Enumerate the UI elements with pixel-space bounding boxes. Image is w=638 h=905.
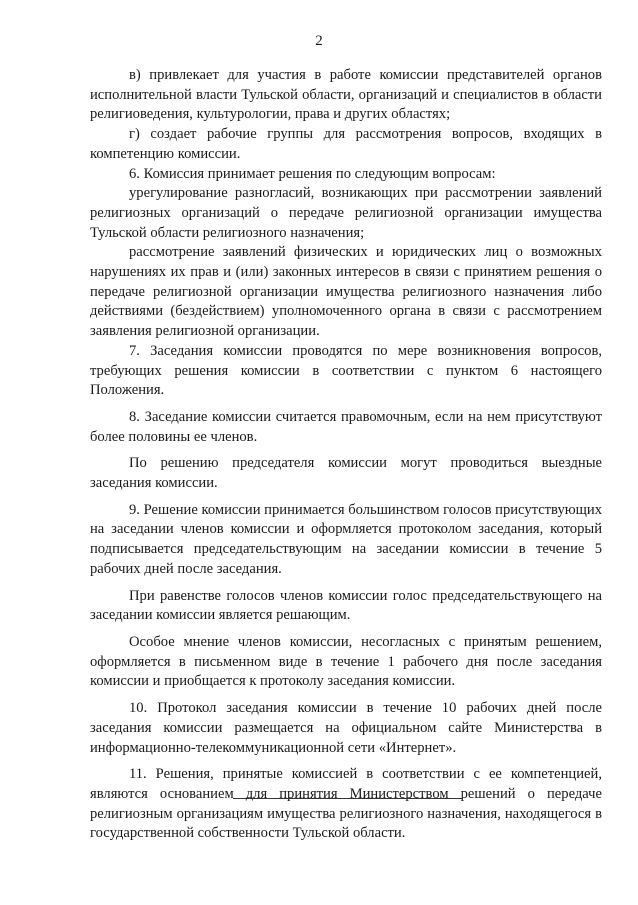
paragraph-9-dissent: Особое мнение членов комиссии, несогласных с принятым решением, оформляется в письменном виде в течение 1 рабочего дня после заседания комиссии и приобщается к протоколу заседания комиссии. [90, 633, 602, 690]
paragraph-8: 8. Заседание комиссии считается правомочным, если на нем присутствуют более половины ее членов. [90, 408, 602, 445]
end-divider [233, 798, 463, 799]
paragraph-9: 9. Решение комиссии принимается большинством голосов присутствующих на заседании членов комиссии и оформляется протоколом заседания, который подписывается председательствующим на заседании комиссии в течение 5 рабочих дней после заседания. [90, 501, 602, 577]
paragraph-10: 10. Протокол заседания комиссии в течение 10 рабочих дней после заседания комиссии размещается на официальном сайте Министерства в информационно-телекоммуникационной сети «Интернет». [90, 700, 602, 756]
paragraph-6-item-2: рассмотрение заявлений физических и юридических лиц о возможных нарушениях их прав и (или) законных интересов в связи с принятием решения о передаче религиозной организации имущества религиозного назначения либо действиями (бездействием) уполномоченного органа в связи с рассмотрением заявления религиозной организации. [90, 244, 602, 340]
page-number: 2 [315, 33, 323, 49]
paragraph-8-offsite: По решению председателя комиссии могут проводиться выездные заседания комиссии. [90, 455, 602, 492]
document-body [90, 66, 602, 844]
paragraph-6: 6. Комиссия принимает решения по следующим вопросам: [129, 165, 496, 182]
paragraph-7: 7. Заседания комиссии проводятся по мере возникновения вопросов, требующих решения комиссии в соответствии с пунктом 6 настоящего Положения. [90, 342, 602, 399]
paragraph-11: 11. Решения, принятые комиссией в соответствии с ее компетенцией, являются основанием для принятия Министерством решений о передаче религиозным организациям имущества религиозного назначения, находящегося в государственной собственности Тульской области. [90, 766, 602, 842]
paragraph-3v: в) привлекает для участия в работе комиссии представителей органов исполнительной власти Тульской области, организаций и специалистов в области религиоведения, культурологии, права и других областях; [90, 67, 602, 123]
paragraph-9-tie-vote: При равенстве голосов членов комиссии голос председательствующего на заседании комиссии является решающим. [90, 587, 602, 624]
paragraph-3g: г) создает рабочие группы для рассмотрения вопросов, входящих в компетенцию комиссии. [90, 126, 602, 162]
paragraph-6-item-1: урегулирование разногласий, возникающих при рассмотрении заявлений религиозных организаций о передаче религиозной организации имущества Тульской области религиозного назначения; [90, 185, 602, 241]
